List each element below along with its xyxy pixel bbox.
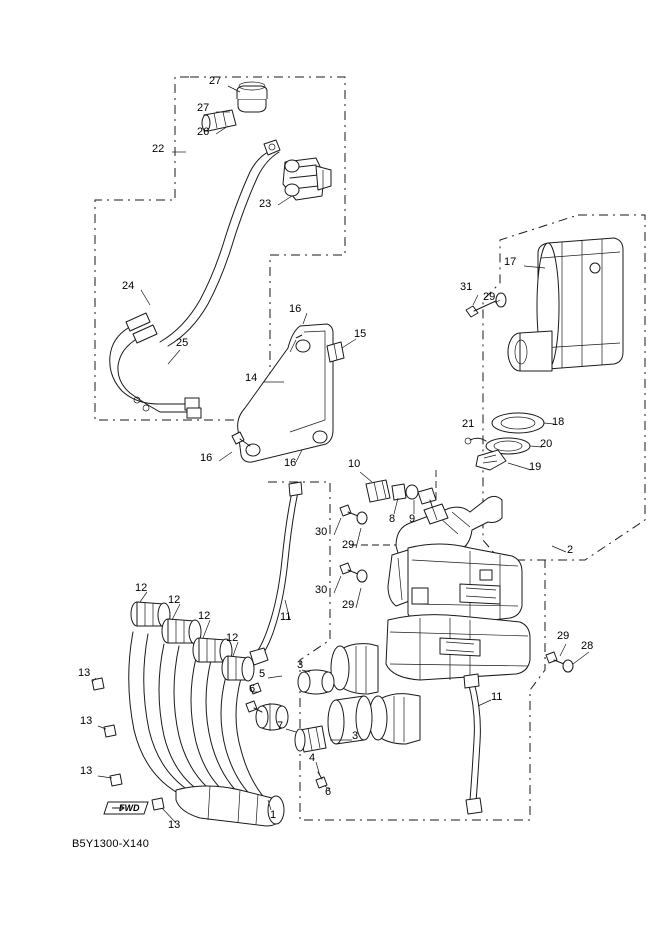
- diagram-code: B5Y1300-X140: [72, 838, 150, 850]
- callout-22: 22: [152, 143, 165, 155]
- callout-28: 28: [581, 640, 594, 652]
- part-14-heat-shield: [238, 324, 344, 462]
- callout-3: 3: [352, 730, 359, 742]
- callout-7: 7: [277, 720, 284, 732]
- callout-12: 12: [168, 594, 181, 606]
- callout-10: 10: [348, 458, 361, 470]
- callout-30: 30: [315, 526, 328, 538]
- callout-27: 27: [209, 75, 222, 87]
- callout-19: 19: [529, 461, 542, 473]
- callout-6: 6: [249, 683, 256, 695]
- callout-29: 29: [342, 539, 355, 551]
- parts-3-4-5-6-7-hardware: [246, 670, 334, 788]
- fwd-marker-label: FWD: [119, 803, 140, 813]
- callout-26: 26: [197, 126, 210, 138]
- callout-3: 3: [297, 659, 304, 671]
- callout-2: 2: [567, 544, 574, 556]
- callout-6: 6: [325, 786, 332, 798]
- callout-11: 11: [491, 691, 503, 703]
- part-23-throttle-body-bracket: [283, 158, 331, 200]
- callout-20: 20: [540, 438, 553, 450]
- callout-16: 16: [289, 303, 302, 315]
- callout-8: 8: [389, 513, 396, 525]
- part-17-muffler: [508, 238, 623, 371]
- callout-24: 24: [122, 280, 135, 292]
- callout-15: 15: [354, 328, 367, 340]
- callout-13: 13: [168, 819, 181, 831]
- callout-16: 16: [200, 452, 213, 464]
- callout-31: 31: [460, 281, 473, 293]
- callout-13: 13: [78, 667, 91, 679]
- callout-29: 29: [483, 291, 496, 303]
- callout-1: 1: [270, 809, 277, 821]
- callout-25: 25: [176, 337, 189, 349]
- callout-11: 11: [280, 611, 292, 623]
- callout-12: 12: [226, 632, 239, 644]
- callout-29: 29: [342, 599, 355, 611]
- callout-4: 4: [309, 752, 316, 764]
- callout-21: 21: [462, 418, 475, 430]
- callout-9: 9: [409, 513, 416, 525]
- callout-12: 12: [198, 610, 211, 622]
- catalyst-and-midpipe-assembly: [328, 496, 530, 744]
- callout-18: 18: [552, 416, 565, 428]
- callout-13: 13: [80, 715, 93, 727]
- callout-14: 14: [245, 372, 258, 384]
- callout-23: 23: [259, 198, 272, 210]
- callout-29: 29: [557, 630, 570, 642]
- callout-30: 30: [315, 584, 328, 596]
- callout-16: 16: [284, 457, 297, 469]
- callout-12: 12: [135, 582, 148, 594]
- callout-27: 27: [197, 102, 210, 114]
- callout-5: 5: [259, 668, 266, 680]
- callout-13: 13: [80, 765, 93, 777]
- callout-17: 17: [504, 256, 517, 268]
